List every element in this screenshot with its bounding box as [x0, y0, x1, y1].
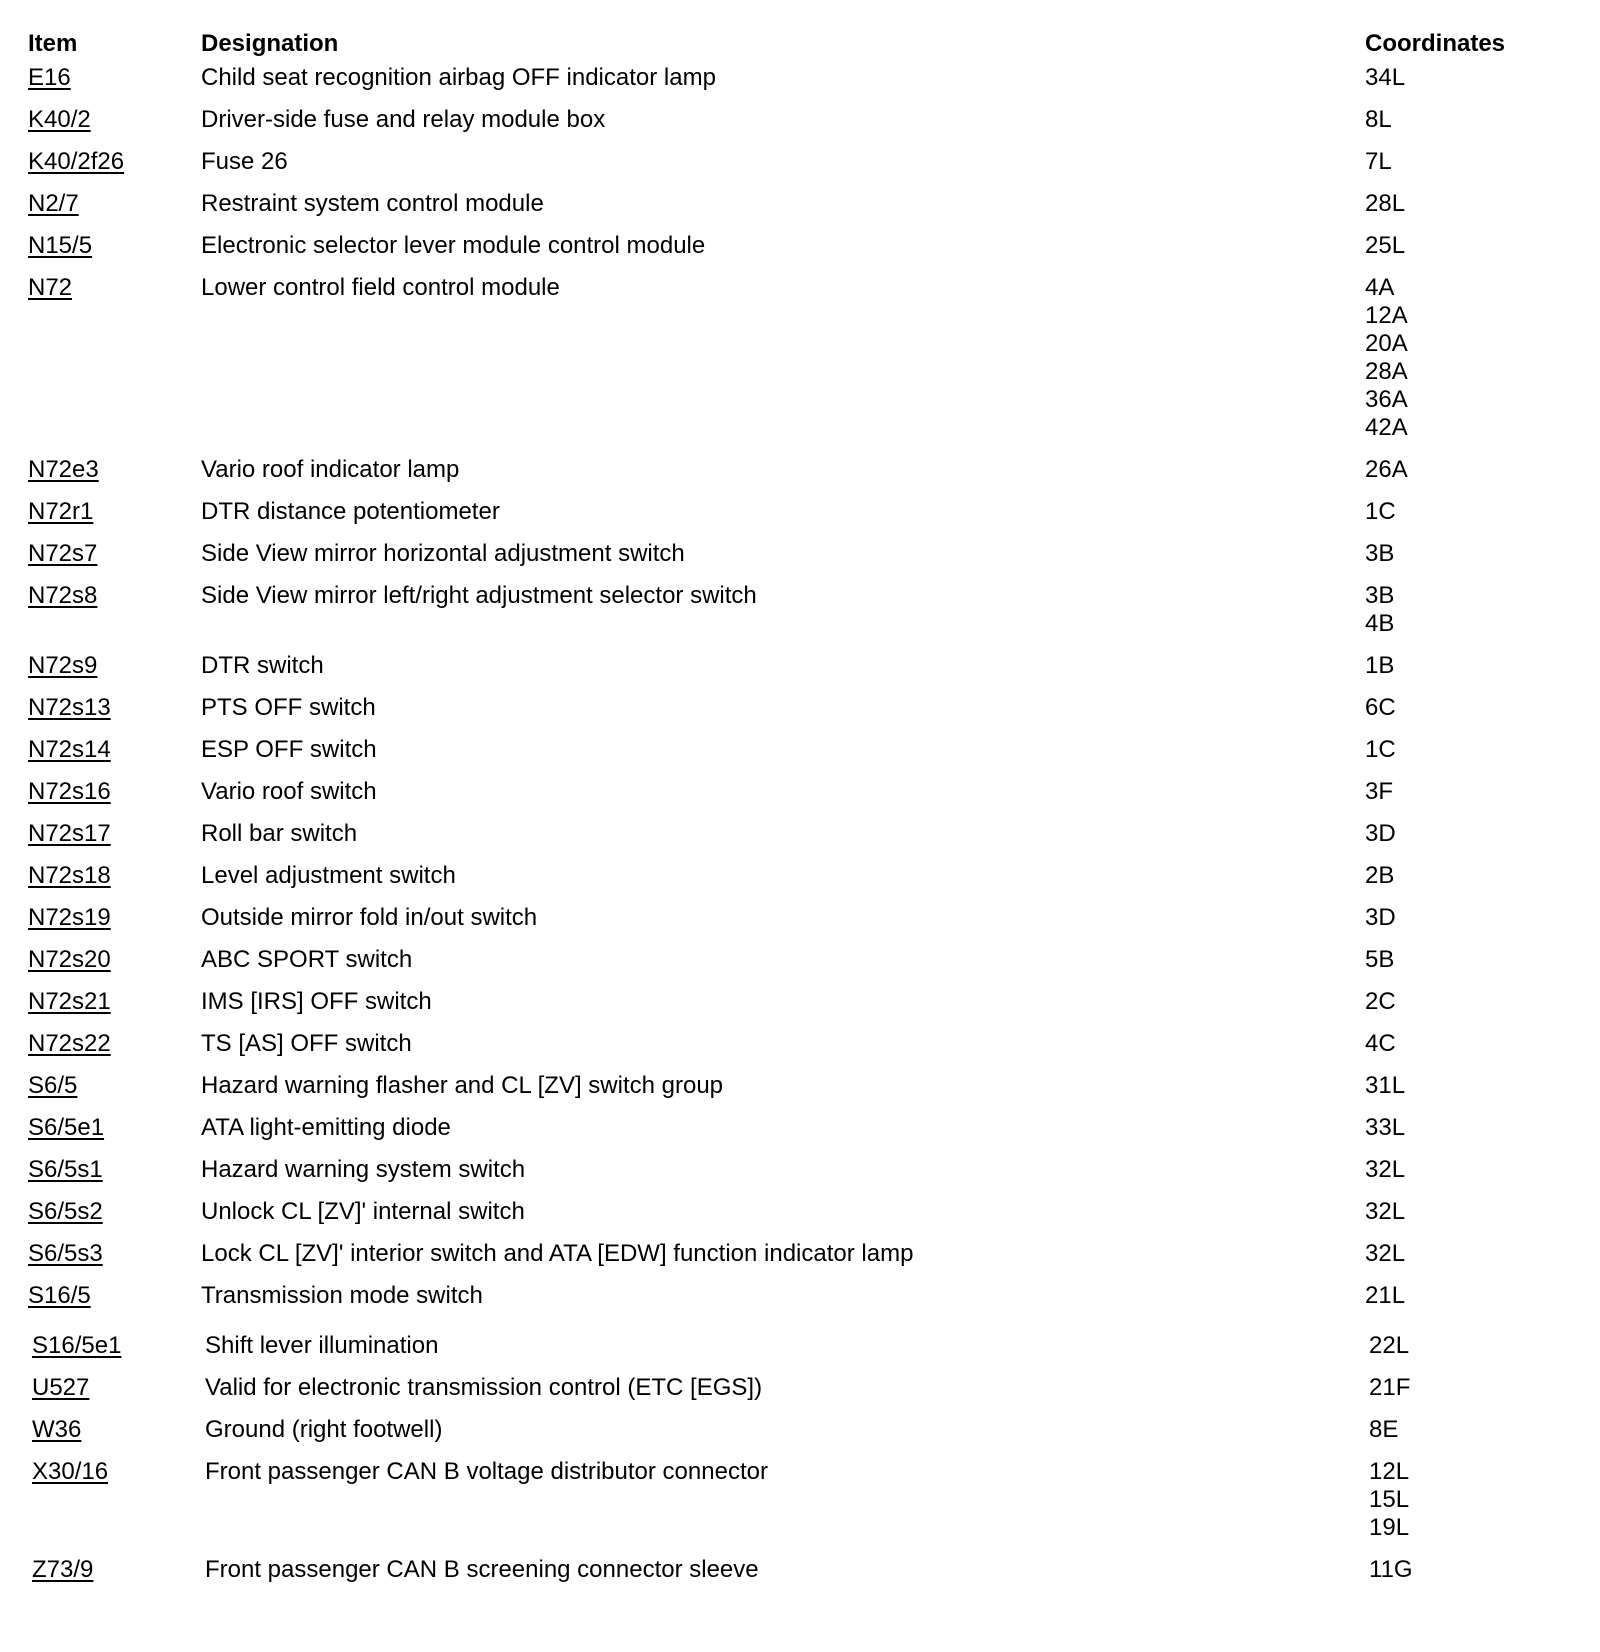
- designation-cell: ATA light-emitting diode: [201, 1114, 451, 1141]
- item-cell: [28, 1240, 201, 1282]
- item-link[interactable]: W36: [32, 1416, 82, 1443]
- item-cell: [28, 582, 201, 652]
- coordinate-value: 3B: [1365, 540, 1395, 567]
- designation-cell: DTR distance potentiometer: [201, 498, 500, 525]
- item-cell: [28, 498, 201, 540]
- item-link[interactable]: N72s17: [28, 820, 111, 847]
- coordinate-value: 2C: [1365, 988, 1396, 1015]
- coordinates-cell: [1365, 1156, 1568, 1198]
- designation-cell: Lock CL [ZV]' interior switch and ATA [EDW] function indicator lamp: [201, 1240, 914, 1267]
- coordinates-cell: [1365, 946, 1568, 988]
- designation-cell: Valid for electronic transmission control (ETC [EGS]): [205, 1374, 763, 1401]
- item-cell: [28, 1030, 201, 1072]
- designation-cell: Electronic selector lever module control module: [201, 232, 706, 259]
- coordinate-value: 36A: [1365, 386, 1408, 413]
- item-cell: [28, 1114, 201, 1156]
- coordinate-value: 42A: [1365, 414, 1408, 441]
- item-cell: [28, 1416, 201, 1458]
- item-link[interactable]: N72s20: [28, 946, 111, 973]
- designation-cell: Fuse 26: [201, 148, 288, 175]
- table-row: [28, 582, 1568, 652]
- item-cell: [28, 148, 201, 190]
- table-row: [28, 106, 1568, 148]
- coordinate-value: 3F: [1365, 778, 1394, 805]
- item-link[interactable]: N72: [28, 274, 73, 301]
- item-cell: [28, 736, 201, 778]
- item-link[interactable]: N72s16: [28, 778, 111, 805]
- coordinate-value: 3B: [1365, 582, 1395, 609]
- item-link[interactable]: S6/5s2: [28, 1198, 103, 1225]
- table-row: [28, 456, 1568, 498]
- item-link[interactable]: N72s14: [28, 736, 111, 763]
- coordinate-value: 34L: [1365, 64, 1406, 91]
- item-link[interactable]: Z73/9: [32, 1556, 94, 1583]
- item-cell: [28, 1324, 201, 1374]
- coordinates-cell: [1365, 232, 1568, 274]
- designation-cell: IMS [IRS] OFF switch: [201, 988, 432, 1015]
- coordinates-cell: [1365, 1198, 1568, 1240]
- coordinate-value: 8E: [1369, 1416, 1399, 1443]
- coordinate-value: 3D: [1365, 904, 1396, 931]
- item-cell: [28, 946, 201, 988]
- item-cell: [28, 1072, 201, 1114]
- item-link[interactable]: N72s21: [28, 988, 111, 1015]
- item-column-header: Item: [28, 30, 78, 57]
- item-cell: [28, 694, 201, 736]
- table-row: [28, 1374, 1568, 1416]
- item-link[interactable]: N72s22: [28, 1030, 111, 1057]
- designation-cell: Vario roof indicator lamp: [201, 456, 460, 483]
- designation-cell: Hazard warning system switch: [201, 1156, 526, 1183]
- item-link[interactable]: N72s19: [28, 904, 111, 931]
- designation-cell: Unlock CL [ZV]' internal switch: [201, 1198, 525, 1225]
- item-cell: [28, 232, 201, 274]
- item-link[interactable]: S16/5e1: [32, 1332, 122, 1359]
- item-link[interactable]: U527: [32, 1374, 90, 1401]
- designation-cell: Front passenger CAN B screening connector sleeve: [205, 1556, 759, 1583]
- designation-cell: TS [AS] OFF switch: [201, 1030, 412, 1057]
- table-row: [28, 1282, 1568, 1324]
- designation-cell: DTR switch: [201, 652, 324, 679]
- item-link[interactable]: N72s7: [28, 540, 98, 567]
- coordinate-value: 1C: [1365, 736, 1396, 763]
- coordinate-value: 21F: [1369, 1374, 1411, 1401]
- coordinates-cell: [1365, 820, 1568, 862]
- designation-cell: Side View mirror horizontal adjustment switch: [201, 540, 685, 567]
- coordinates-cell: [1365, 190, 1568, 232]
- item-link[interactable]: N72s9: [28, 652, 98, 679]
- coordinate-value: 1B: [1365, 652, 1395, 679]
- coordinates-cell: [1365, 904, 1568, 946]
- table-row: [28, 820, 1568, 862]
- designation-cell: Level adjustment switch: [201, 862, 456, 889]
- coordinates-cell: [1365, 1556, 1568, 1598]
- table-row: [28, 778, 1568, 820]
- item-cell: [28, 456, 201, 498]
- coordinates-cell: [1365, 148, 1568, 190]
- coordinate-value: 33L: [1365, 1114, 1406, 1141]
- coordinates-cell: [1365, 540, 1568, 582]
- designation-cell: Child seat recognition airbag OFF indicator lamp: [201, 64, 716, 91]
- designation-cell: Hazard warning flasher and CL [ZV] switch group: [201, 1072, 724, 1099]
- table-row: [28, 148, 1568, 190]
- coordinate-value: 20A: [1365, 330, 1408, 357]
- item-cell: [28, 1198, 201, 1240]
- coordinate-value: 32L: [1365, 1240, 1406, 1267]
- coordinate-value: 32L: [1365, 1156, 1406, 1183]
- item-link[interactable]: S6/5: [28, 1072, 78, 1099]
- item-cell: [28, 820, 201, 862]
- table-row: [28, 1556, 1568, 1598]
- coordinate-value: 1C: [1365, 498, 1396, 525]
- designation-cell: Roll bar switch: [201, 820, 358, 847]
- coordinate-value: 6C: [1365, 694, 1396, 721]
- item-link[interactable]: N72s13: [28, 694, 111, 721]
- coordinates-cell: [1365, 778, 1568, 820]
- coordinates-cell: [1365, 1458, 1568, 1556]
- coordinate-value: 11G: [1369, 1556, 1413, 1583]
- designation-cell: PTS OFF switch: [201, 694, 376, 721]
- table-row: [28, 498, 1568, 540]
- coordinate-value: 5B: [1365, 946, 1395, 973]
- coordinates-cell: [1365, 1282, 1568, 1324]
- table-row: [28, 652, 1568, 694]
- item-cell: [28, 106, 201, 148]
- item-cell: [28, 190, 201, 232]
- item-link[interactable]: N72s18: [28, 862, 111, 889]
- item-cell: [28, 1458, 201, 1556]
- item-link[interactable]: S16/5: [28, 1282, 91, 1309]
- designation-cell: ESP OFF switch: [201, 736, 377, 763]
- coordinates-cell: [1365, 1030, 1568, 1072]
- item-link[interactable]: N72s8: [28, 582, 98, 609]
- designation-cell: Outside mirror fold in/out switch: [201, 904, 538, 931]
- item-link[interactable]: N72r1: [28, 498, 94, 525]
- table-row: [28, 904, 1568, 946]
- coordinate-value: 12L: [1369, 1458, 1410, 1485]
- coordinates-cell: [1365, 1114, 1568, 1156]
- coordinates-cell: [1365, 694, 1568, 736]
- table-row: [28, 64, 1568, 106]
- coordinates-cell: [1365, 106, 1568, 148]
- coordinates-cell: [1365, 1072, 1568, 1114]
- item-cell: [28, 988, 201, 1030]
- coordinates-cell: [1365, 1416, 1568, 1458]
- component-legend-table: [28, 30, 1568, 1598]
- table-row: [28, 988, 1568, 1030]
- table-row: [28, 1198, 1568, 1240]
- coordinate-value: 26A: [1365, 456, 1408, 483]
- table-row: [28, 736, 1568, 778]
- coordinate-value: 31L: [1365, 1072, 1406, 1099]
- coordinate-value: 28L: [1365, 190, 1406, 217]
- table-row: [28, 274, 1568, 456]
- item-cell: [28, 1156, 201, 1198]
- item-cell: [28, 64, 201, 106]
- designation-cell: Driver-side fuse and relay module box: [201, 106, 606, 133]
- designation-cell: Vario roof switch: [201, 778, 377, 805]
- item-cell: [28, 274, 201, 456]
- table-row: [28, 1072, 1568, 1114]
- designation-cell: Lower control field control module: [201, 274, 560, 301]
- coordinates-cell: [1365, 652, 1568, 694]
- table-row: [28, 190, 1568, 232]
- item-cell: [28, 778, 201, 820]
- designation-column-header: Designation: [201, 30, 339, 57]
- coordinate-value: 21L: [1365, 1282, 1406, 1309]
- table-row: [28, 1240, 1568, 1282]
- table-row: [28, 946, 1568, 988]
- coordinate-value: 12A: [1365, 302, 1408, 329]
- coordinates-cell: [1365, 736, 1568, 778]
- table-row: [28, 1458, 1568, 1556]
- coordinate-value: 4C: [1365, 1030, 1396, 1057]
- coordinates-cell: [1365, 1374, 1568, 1416]
- coordinates-cell: [1365, 64, 1568, 106]
- table-row: [28, 232, 1568, 274]
- table-row: [28, 1324, 1568, 1374]
- item-cell: [28, 1374, 201, 1416]
- item-link[interactable]: X30/16: [32, 1458, 109, 1485]
- coordinate-value: 4A: [1365, 274, 1395, 301]
- item-link[interactable]: E16: [28, 64, 71, 91]
- table-row: [28, 1416, 1568, 1458]
- coordinates-cell: [1365, 862, 1568, 904]
- item-link[interactable]: S6/5s3: [28, 1240, 103, 1267]
- item-link[interactable]: N72e3: [28, 456, 99, 483]
- coordinate-value: 7L: [1365, 148, 1392, 175]
- designation-cell: Ground (right footwell): [205, 1416, 443, 1443]
- item-link[interactable]: K40/2f26: [28, 148, 125, 175]
- coordinates-cell: [1365, 498, 1568, 540]
- designation-cell: Front passenger CAN B voltage distributor connector: [205, 1458, 768, 1485]
- header-row: [28, 30, 1568, 64]
- item-cell: [28, 540, 201, 582]
- item-link[interactable]: N2/7: [28, 190, 79, 217]
- item-cell: [28, 652, 201, 694]
- designation-cell: Transmission mode switch: [201, 1282, 483, 1309]
- item-link[interactable]: K40/2: [28, 106, 91, 133]
- table-row: [28, 694, 1568, 736]
- item-link[interactable]: S6/5s1: [28, 1156, 103, 1183]
- coordinate-value: 2B: [1365, 862, 1395, 889]
- item-cell: [28, 904, 201, 946]
- coordinate-value: 19L: [1369, 1514, 1410, 1541]
- coordinates-cell: [1365, 582, 1568, 652]
- designation-cell: Shift lever illumination: [205, 1332, 439, 1359]
- coordinates-cell: [1365, 1240, 1568, 1282]
- table-row: [28, 1156, 1568, 1198]
- coordinates-column-header: Coordinates: [1365, 30, 1506, 57]
- designation-cell: Side View mirror left/right adjustment selector switch: [201, 582, 757, 609]
- item-link[interactable]: N15/5: [28, 232, 93, 259]
- coordinates-cell: [1365, 274, 1568, 456]
- legend-body: [28, 64, 1568, 1598]
- coordinate-value: 3D: [1365, 820, 1396, 847]
- coordinates-cell: [1365, 988, 1568, 1030]
- coordinates-cell: [1365, 456, 1568, 498]
- coordinate-value: 15L: [1369, 1486, 1410, 1513]
- table-row: [28, 1030, 1568, 1072]
- item-cell: [28, 1282, 201, 1324]
- table-row: [28, 1114, 1568, 1156]
- designation-cell: ABC SPORT switch: [201, 946, 413, 973]
- coordinates-cell: [1365, 1324, 1568, 1374]
- designation-cell: Restraint system control module: [201, 190, 544, 217]
- coordinate-value: 25L: [1365, 232, 1406, 259]
- item-link[interactable]: S6/5e1: [28, 1114, 105, 1141]
- coordinate-value: 32L: [1365, 1198, 1406, 1225]
- table-row: [28, 862, 1568, 904]
- coordinate-value: 4B: [1365, 610, 1395, 637]
- item-cell: [28, 1556, 201, 1598]
- table-row: [28, 540, 1568, 582]
- coordinate-value: 22L: [1369, 1332, 1410, 1359]
- item-cell: [28, 862, 201, 904]
- coordinate-value: 28A: [1365, 358, 1408, 385]
- coordinate-value: 8L: [1365, 106, 1392, 133]
